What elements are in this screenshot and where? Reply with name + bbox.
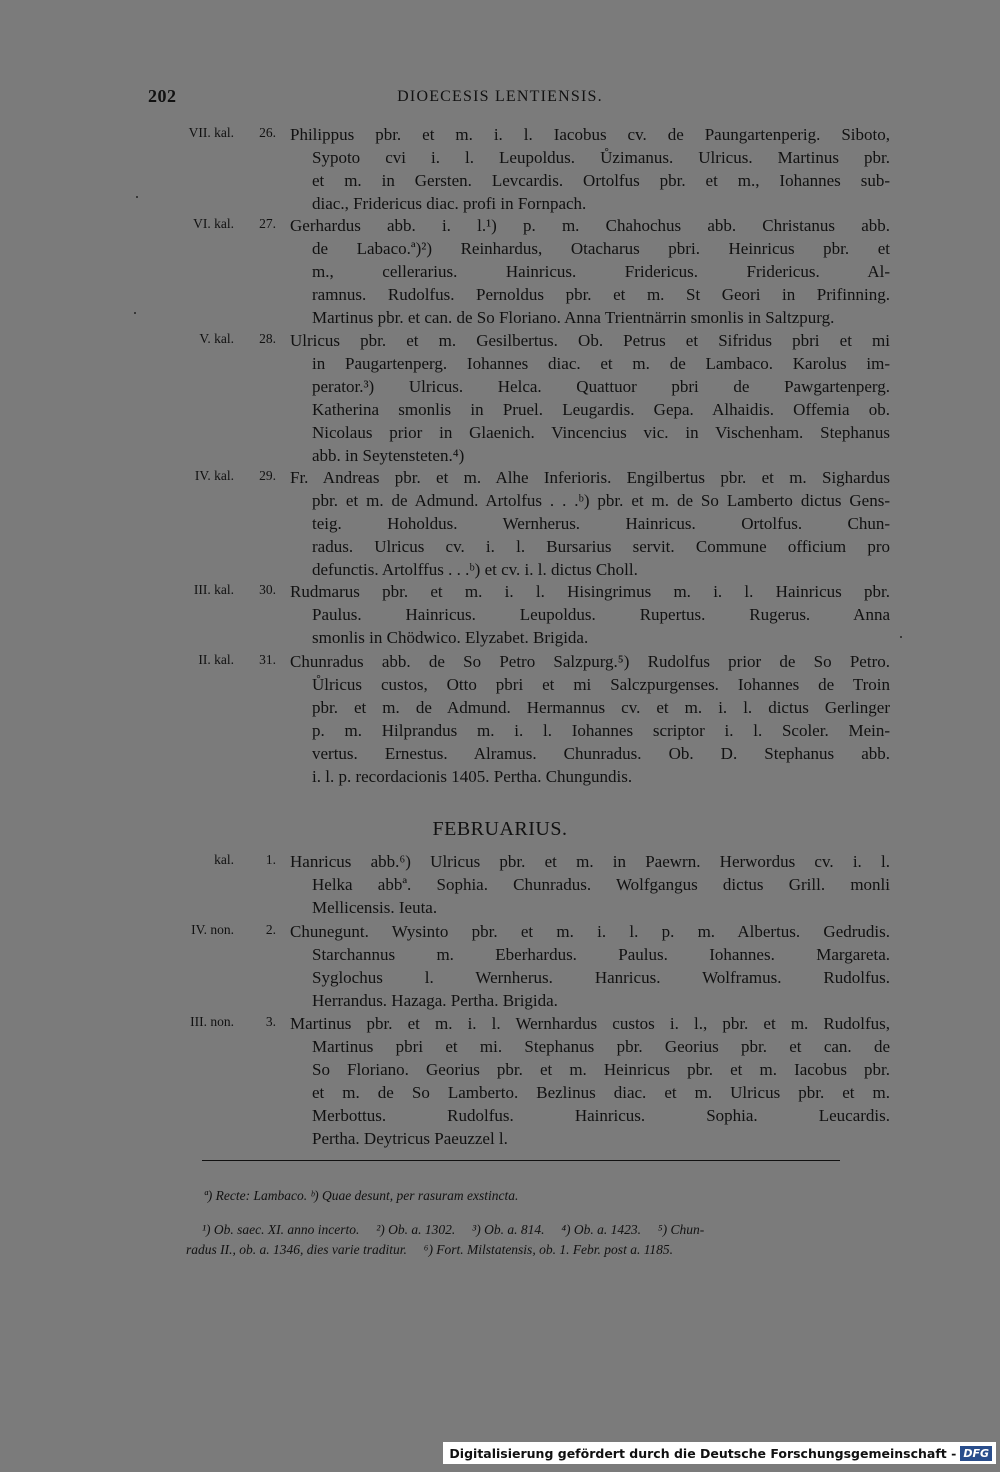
entry-day-number: 29. [259, 468, 276, 483]
necrology-entry [160, 123, 890, 215]
entry-line: Hanricus abb.⁶) Ulricus pbr. et m. in Paewrn. Herwordus cv. i. l. [290, 852, 890, 871]
necrology-entry [160, 1012, 890, 1150]
necrology-entry [160, 650, 890, 788]
entry-date: II. kal. [198, 652, 234, 667]
entry-text [290, 466, 890, 581]
running-title: DIOECESIS LENTIENSIS. [397, 88, 603, 105]
entry-day-number: 3. [265, 1014, 276, 1029]
entry-date: kal. [214, 852, 234, 867]
entry-line: So Floriano. Georius pbr. et m. Heinricus pbr. et m. Iacobus pbr. [312, 1060, 890, 1079]
entry-day-number: 2. [265, 922, 276, 937]
entry-line: Herrandus. Hazaga. Pertha. Brigida. [312, 991, 558, 1010]
necrology-entry [160, 214, 890, 329]
entry-line: Helka abbª. Sophia. Chunradus. Wolfgangus dictus Grill. monli [312, 875, 890, 894]
entry-text [290, 1012, 890, 1150]
entry-line: Martinus pbr. et m. i. l. Wernhardus custos i. l., pbr. et m. Rudolfus, [290, 1014, 890, 1033]
entry-line: pbr. et m. de Admund. Hermannus cv. et m. i. l. dictus Gerlinger [312, 698, 890, 717]
entry-line: smonlis in Chödwico. Elyzabet. Brigida. [312, 628, 589, 647]
entry-date: IV. kal. [194, 468, 234, 483]
footnote-rule [202, 1160, 840, 1161]
entry-line: defunctis. Artolffus . . .ᵇ) et cv. i. l. dictus Choll. [312, 560, 638, 579]
entry-date: III. kal. [193, 582, 234, 597]
entry-line: Chunradus abb. de So Petro Salzpurg.⁵) Rudolfus prior de So Petro. [290, 652, 890, 671]
entry-line: Sypoto cvi i. l. Leupoldus. Ůzimanus. Ulricus. Martinus pbr. [312, 148, 890, 167]
entry-date: V. kal. [199, 331, 234, 346]
entry-line: de Labaco.ª)²) Reinhardus, Otacharus pbri. Heinricus pbr. et [312, 239, 890, 258]
entry-text [290, 214, 890, 329]
entry-day-number: 31. [259, 652, 276, 667]
dfg-logo: DFG [960, 1446, 992, 1461]
entry-line: perator.³) Ulricus. Helca. Quattuor pbri de Pawgartenperg. [312, 377, 890, 396]
entry-line: Chunegunt. Wysinto pbr. et m. i. l. p. m. Albertus. Gedrudis. [290, 922, 890, 941]
necrology-entry [160, 580, 890, 649]
entry-line: Nicolaus prior in Glaenich. Vincencius vic. in Vischenham. Stephanus [312, 423, 890, 442]
entry-text [290, 580, 890, 649]
entry-line: Martinus pbri et mi. Stephanus pbr. Georius pbr. et can. de [312, 1037, 890, 1056]
entry-line: ramnus. Rudolfus. Pernoldus pbr. et m. St Geori in Prifinning. [312, 285, 890, 304]
entry-day-number: 1. [265, 852, 276, 867]
scan-speck [900, 636, 902, 638]
entry-day-number: 27. [259, 216, 276, 231]
credit-text: Digitalisierung gefördert durch die Deutsche Forschungsgemeinschaft - [449, 1445, 957, 1461]
entry-line: Martinus pbr. et can. de So Floriano. Anna Trientnärrin smonlis in Saltzpurg. [312, 308, 835, 327]
entry-line: et m. de So Lamberto. Bezlinus diac. et m. Ulricus pbr. et m. [312, 1083, 890, 1102]
entry-line: m., cellerarius. Hainricus. Fridericus. Fridericus. Al- [312, 262, 890, 281]
entry-text [290, 650, 890, 788]
entry-line: Katherina smonlis in Pruel. Leugardis. Gepa. Alhaidis. Offemia ob. [312, 400, 890, 419]
entry-line: p. m. Hilprandus m. i. l. Iohannes scriptor i. l. Scoler. Mein- [312, 721, 890, 740]
necrology-entry [160, 329, 890, 467]
entry-line: Mellicensis. Ieuta. [312, 898, 438, 917]
entry-line: pbr. et m. de Admund. Artolfus . . .ᵇ) pbr. et m. de So Lamberto dictus Gens- [312, 491, 890, 510]
entry-day-number: 30. [259, 582, 276, 597]
necrology-entry [160, 466, 890, 581]
entry-line: et m. in Gersten. Levcardis. Ortolfus pbr. et m., Iohannes sub- [312, 171, 890, 190]
entry-text [290, 123, 890, 215]
entry-day-number: 28. [259, 331, 276, 346]
entry-line: radus. Ulricus cv. i. l. Bursarius servit. Commune officium pro [312, 537, 890, 556]
section-title-february: FEBRUARIUS. [432, 818, 568, 840]
entry-line: Rudmarus pbr. et m. i. l. Hisingrimus m. i. l. Hainricus pbr. [290, 582, 890, 601]
scan-speck [134, 312, 136, 314]
entry-text [290, 920, 890, 1012]
entry-line: Syglochus l. Wernherus. Hanricus. Wolframus. Rudolfus. [312, 968, 890, 987]
entry-line: Paulus. Hainricus. Leupoldus. Rupertus. Rugerus. Anna [312, 605, 890, 624]
necrology-entry [160, 920, 890, 1012]
entry-line: Starchannus m. Eberhardus. Paulus. Iohannes. Margareta. [312, 945, 890, 964]
entry-line: teig. Hoholdus. Wernherus. Hainricus. Ortolfus. Chun- [312, 514, 890, 533]
entry-line: Philippus pbr. et m. i. l. Iacobus cv. de Paungartenperig. Siboto, [290, 125, 890, 144]
entry-text [290, 329, 890, 467]
entry-line: diac., Fridericus diac. profi in Fornpach. [312, 194, 587, 213]
entry-line: vertus. Ernestus. Alramus. Chunradus. Ob. D. Stephanus abb. [312, 744, 890, 763]
page-number: 202 [148, 86, 177, 106]
entry-line: Fr. Andreas pbr. et m. Alhe Inferioris. Engilbertus pbr. et m. Sighardus [290, 468, 890, 487]
entry-line: Pertha. Deytricus Paeuzzel l. [312, 1129, 508, 1148]
entry-date: VI. kal. [193, 216, 234, 231]
footnote-letters: ª) Recte: Lambaco. ᵇ) Quae desunt, per rasuram exstincta. [204, 1188, 519, 1203]
dfg-credit-banner [443, 1442, 996, 1464]
entry-text [290, 850, 890, 919]
entry-line: Ůlricus custos, Otto pbri et mi Salczpurgenses. Iohannes de Troin [312, 675, 890, 694]
entry-date: IV. non. [191, 922, 234, 937]
entry-date: III. non. [190, 1014, 234, 1029]
necrology-entry [160, 850, 890, 919]
entry-line: i. l. p. recordacionis 1405. Pertha. Chungundis. [312, 767, 633, 786]
entry-line: Merbottus. Rudolfus. Hainricus. Sophia. Leucardis. [312, 1106, 890, 1125]
entry-date: VII. kal. [188, 125, 234, 140]
entry-line: Gerhardus abb. i. l.¹) p. m. Chahochus abb. Christanus abb. [290, 216, 890, 235]
footnote-numbers-1: ¹) Ob. saec. XI. anno incerto. ²) Ob. a. 1302. ³) Ob. a. 814. ⁴) Ob. a. 1423. ⁵) Chun- [202, 1222, 705, 1237]
entry-day-number: 26. [259, 125, 276, 140]
footnote-numbers-2: radus II., ob. a. 1346, dies varie traditur. ⁶) Fort. Milstatensis, ob. 1. Febr. post a. 1185. [186, 1242, 674, 1257]
scan-speck [136, 196, 138, 198]
entry-line: abb. in Seytensteten.⁴) [312, 446, 465, 465]
entry-line: in Paugartenperg. Iohannes diac. et m. de Lambaco. Karolus im- [312, 354, 890, 373]
entry-line: Ulricus pbr. et m. Gesilbertus. Ob. Petrus et Sifridus pbri et mi [290, 331, 890, 350]
